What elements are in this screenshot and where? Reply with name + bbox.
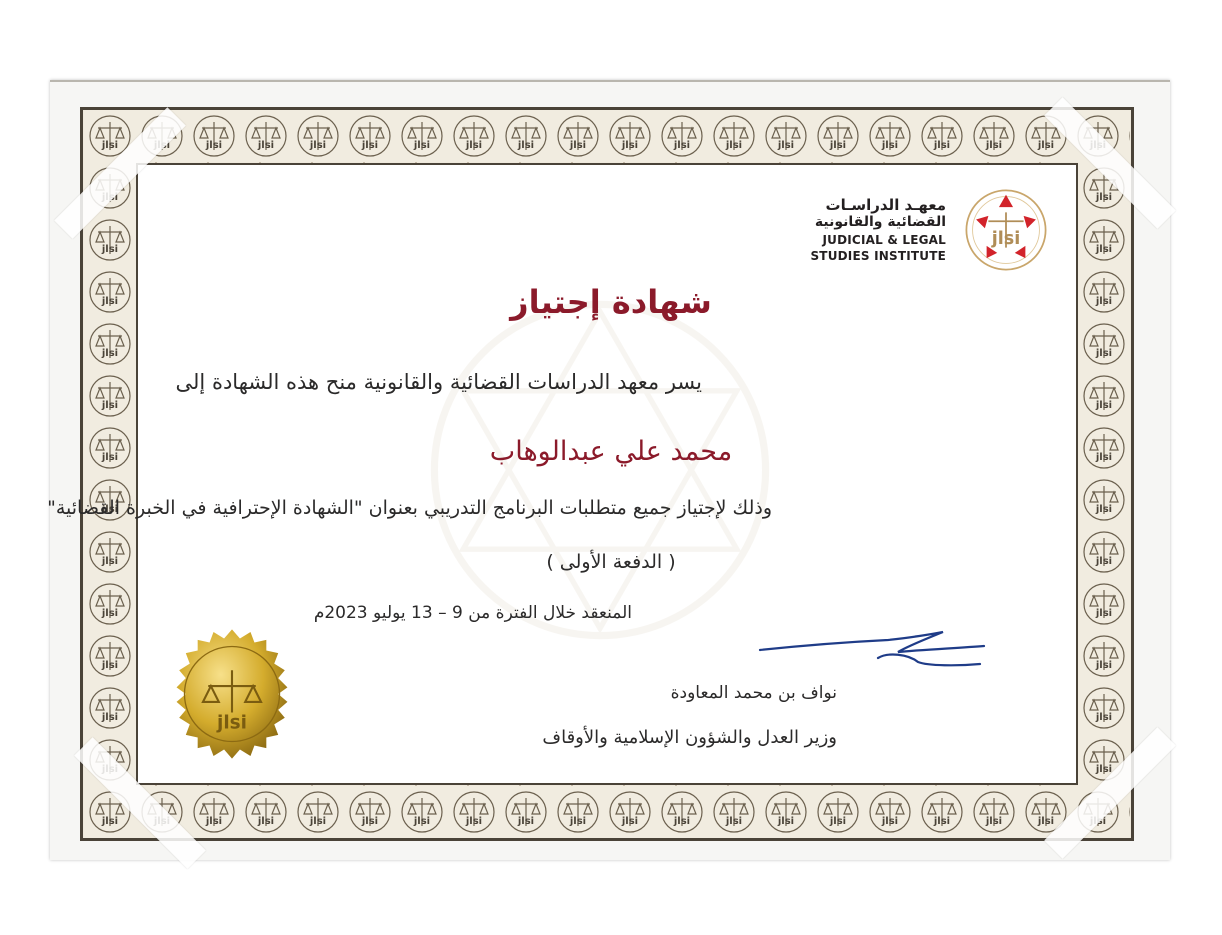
institute-name-ar-line2: القضائية والقانونية xyxy=(814,214,946,230)
signatory-name: نواف بن محمد المعاودة xyxy=(670,683,837,703)
watermark-emblem-icon xyxy=(420,290,780,650)
recipient-name: محمد علي عبدالوهاب xyxy=(489,436,733,467)
institute-name-en-line2: STUDIES INSTITUTE xyxy=(810,249,946,263)
institute-name-en-line1: JUDICIAL & LEGAL xyxy=(822,233,946,247)
border-pattern-right xyxy=(1078,162,1130,786)
institute-name-ar-line1: معهـد الدراسـات xyxy=(825,196,946,214)
batch-label: ( الدفعة الأولى ) xyxy=(546,551,676,573)
svg-text:jlsi: jlsi xyxy=(991,229,1021,250)
svg-text:jlsi: jlsi xyxy=(217,712,247,734)
gold-seal-icon xyxy=(166,628,298,760)
signature-icon xyxy=(758,628,988,678)
border-pattern-top xyxy=(84,110,1130,162)
signatory-title: وزير العدل والشؤون الإسلامية والأوقاف xyxy=(542,727,837,748)
program-statement: وذلك لإجتياز جميع متطلبات البرنامج التدريبي بعنوان "الشهادة الإحترافية في الخبرة القضائية" xyxy=(47,497,772,519)
border-pattern-left xyxy=(84,162,136,786)
jlsi-emblem-icon xyxy=(962,186,1050,274)
program-period: المنعقد خلال الفترة من 9 – 13 يوليو 2023م xyxy=(313,603,632,623)
institute-logo xyxy=(810,186,1050,276)
certificate-title: شهادة إجتياز xyxy=(510,283,712,321)
border-pattern-bottom xyxy=(84,786,1130,838)
certificate-intro: يسر معهد الدراسات القضائية والقانونية منح هذه الشهادة إلى xyxy=(175,370,702,394)
